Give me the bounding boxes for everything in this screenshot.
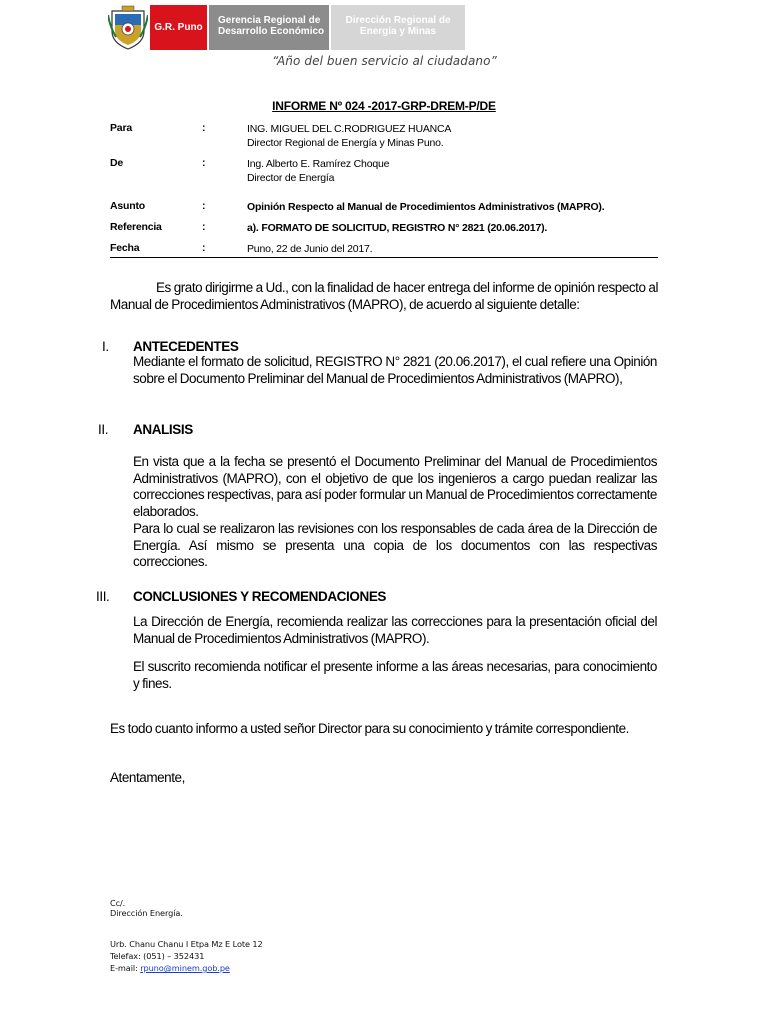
de-line-2: Director de Energía — [247, 172, 335, 184]
cc-value: Dirección Energía. — [110, 908, 183, 918]
email-line — [110, 962, 263, 974]
meta-label: Fecha — [110, 242, 140, 254]
meta-colon: : — [202, 157, 206, 169]
meta-colon: : — [202, 122, 206, 134]
section-paragraph: En vista que a la fecha se presentó el Documento Preliminar del Manual de Procedimientos Administrativos (MAPRO), con el objetivo de que los ingenieros a cargo puedan realizar las correcciones respectivas, para así poder formular un Manual de Procedimientos correctamente elaborados. — [133, 454, 657, 519]
meta-label: Para — [110, 122, 132, 134]
section-paragraph: El suscrito recomienda notificar el presente informe a las áreas necesarias, para conocimiento y fines. — [133, 659, 657, 691]
section-title: ANALISIS — [133, 422, 193, 437]
section-number: II. — [98, 422, 109, 437]
meta-colon: : — [202, 221, 206, 233]
report-title: INFORME Nº 024 -2017-GRP-DREM-P/DE — [272, 99, 496, 113]
address: Urb. Chanu Chanu I Etpa Mz E Lote 12 — [110, 939, 263, 949]
meta-value: Puno, 22 de Junio del 2017. — [247, 243, 373, 255]
meta-value: a). FORMATO DE SOLICITUD, REGISTRO N° 2821 (20.06.2017). — [247, 222, 548, 234]
section-title: ANTECEDENTES — [133, 339, 239, 354]
meta-divider — [110, 257, 658, 258]
regional-crest-icon — [108, 5, 148, 50]
direccion-line-2: Energía y Minas — [359, 26, 437, 37]
contact-block — [110, 938, 263, 974]
section-paragraph: Mediante el formato de solicitud, REGISTRO N° 2821 (20.06.2017), el cual refiere una Opinión sobre el Documento Preliminar del Manual de Procedimientos Administrativos (MAPRO), — [133, 354, 657, 386]
meta-colon: : — [202, 200, 206, 212]
email-label: E-mail: — [110, 963, 141, 973]
phone: Telefax: (051) – 352431 — [110, 951, 205, 961]
gerencia-line-2: Desarrollo Económico — [218, 26, 325, 37]
meta-value — [247, 122, 451, 150]
direccion-line-1: Dirección Regional de — [345, 15, 451, 26]
meta-value — [247, 157, 389, 185]
gerencia-logo — [209, 5, 329, 50]
section-paragraph: Para lo cual se realizaron las revisiones con los responsables de cada área de la Dirección de Energía. Así mismo se presenta una copia de los documentos con las respectivas correcciones. — [133, 521, 657, 569]
cc-block — [110, 897, 183, 919]
de-line-1: Ing. Alberto E. Ramírez Choque — [247, 158, 390, 170]
section-number: I. — [102, 339, 109, 354]
meta-label: Referencia — [110, 221, 162, 233]
gerencia-line-1: Gerencia Regional de — [218, 15, 321, 26]
section-paragraph: La Dirección de Energía, recomienda realizar las correcciones para la presentación oficial del Manual de Procedimientos Administrativos (MAPRO). — [133, 614, 657, 646]
direccion-logo — [331, 5, 465, 50]
signoff: Atentamente, — [110, 770, 185, 785]
intro-paragraph: Es grato dirigirme a Ud., con la finalidad de hacer entrega del informe de opinión respecto al Manual de Procedimientos Administrativos (MAPRO), de acuerdo al siguiente detalle: — [110, 280, 658, 312]
email-link[interactable]: rpuno@minem.gob.pe — [140, 963, 230, 973]
meta-label: Asunto — [110, 200, 145, 212]
year-motto: “Año del buen servicio al ciudadano” — [272, 54, 497, 68]
meta-value: Opinión Respecto al Manual de Procedimientos Administrativos (MAPRO). — [247, 201, 605, 213]
gr-puno-logo: G.R. Puno — [150, 5, 207, 50]
section-title: CONCLUSIONES Y RECOMENDACIONES — [133, 589, 387, 604]
para-line-1: ING. MIGUEL DEL C.RODRIGUEZ HUANCA — [247, 123, 452, 135]
section-number: III. — [96, 589, 110, 604]
meta-colon: : — [202, 242, 206, 254]
meta-label: De — [110, 157, 124, 169]
letterhead — [108, 5, 465, 50]
para-line-2: Director Regional de Energía y Minas Puno. — [247, 137, 444, 149]
cc-label: Cc/. — [110, 898, 126, 908]
closing-paragraph: Es todo cuanto informo a usted señor Director para su conocimiento y trámite correspondiente. — [110, 721, 629, 736]
